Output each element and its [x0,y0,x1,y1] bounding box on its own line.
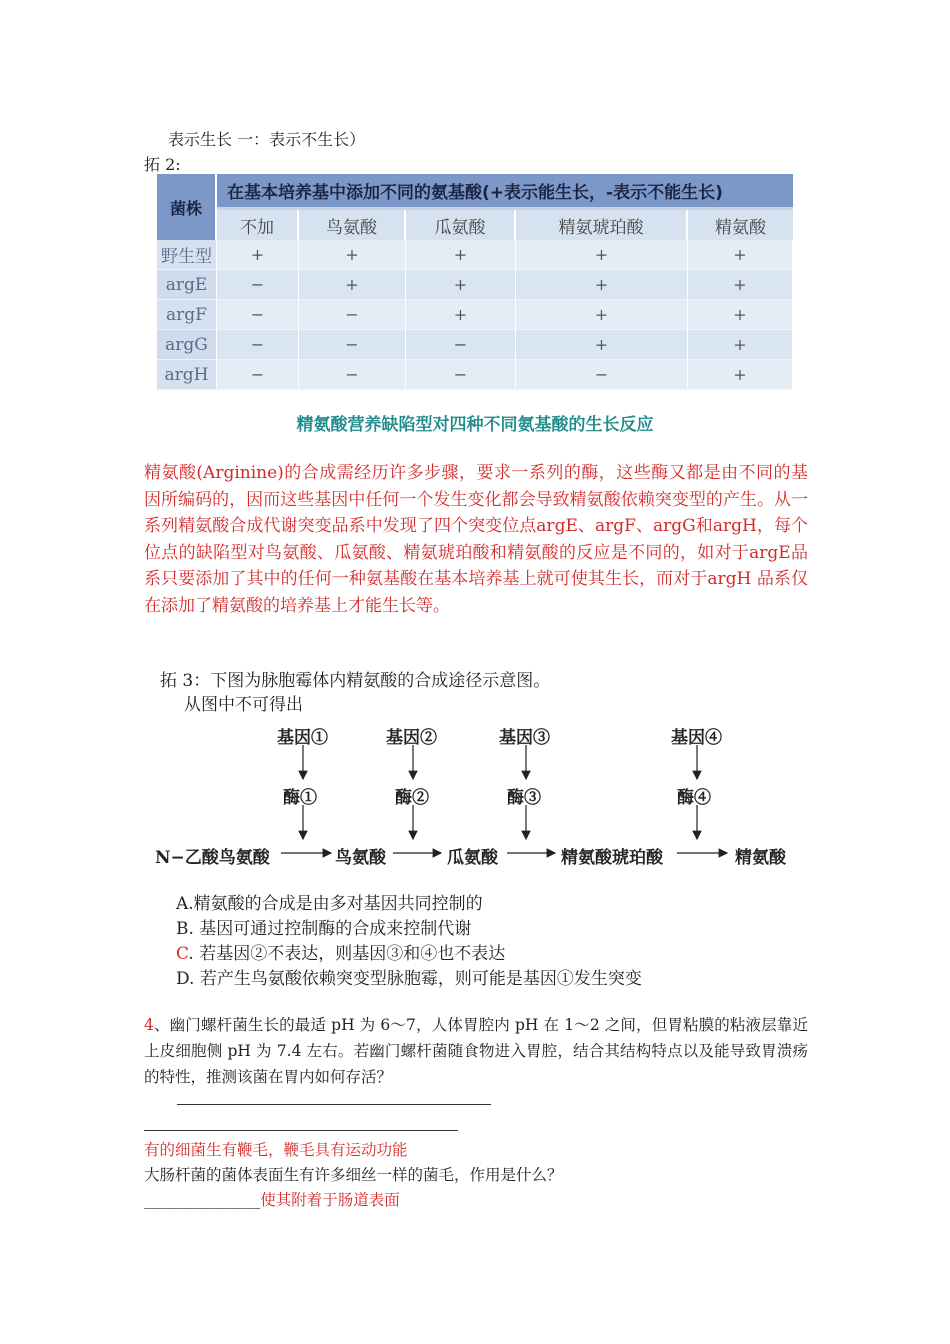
table-row [157,270,793,300]
growth-cell: + [217,240,299,270]
pathway-diagram [155,715,795,875]
growth-cell: − [217,300,299,330]
table-caption: 精氨酸营养缺陷型对四种不同氨基酸的生长反应 [296,415,654,435]
growth-cell: − [299,300,406,330]
growth-cell: − [217,330,299,360]
option-a: A.精氨酸的合成是由多对基因共同控制的 [176,894,483,914]
pili-answer: 使其附着于肠道表面 [260,1191,400,1209]
col-header: 精氨酸 [688,210,793,240]
enzyme-4: 酶④ [677,788,711,808]
growth-cell: + [516,240,688,270]
top-note: 表示生长 一：表示不生长） [168,130,366,149]
growth-cell: − [406,330,516,360]
growth-cell: + [688,330,793,360]
table-row [157,240,793,270]
table-main-header: 在基本培养基中添加不同的氨基酸(+表示能生长，-表示不能生长) [217,174,793,210]
chain-step-5: 精氨酸 [735,848,786,868]
strain-name: argH [157,360,217,390]
growth-cell: + [516,270,688,300]
col-header: 不加 [217,210,299,240]
growth-cell: + [299,270,406,300]
chain-step-4: 精氨酸琥珀酸 [561,848,663,868]
growth-cell: + [688,270,793,300]
question-4-number: 4 [144,1016,154,1034]
ext3-question: 拓 3：下图为脉胞霉体内精氨酸的合成途径示意图。 [160,671,551,691]
growth-cell: + [406,240,516,270]
growth-cell: + [516,330,688,360]
chain-step-2: 鸟氨酸 [335,848,386,868]
growth-cell: + [406,270,516,300]
answer-line-1[interactable] [177,1104,491,1105]
strain-header: 菌株 [157,174,217,240]
strain-name: argG [157,330,217,360]
table-row [157,330,793,360]
gene-2: 基因② [386,728,437,748]
growth-cell: − [217,270,299,300]
ext2-label: 拓 2: [144,155,181,174]
ext3-sub: 从图中不可得出 [184,695,303,715]
growth-cell: − [217,360,299,390]
enzyme-3: 酶③ [507,788,541,808]
gene-3: 基因③ [499,728,550,748]
growth-cell: + [688,360,793,390]
pili-blank[interactable]: _______________ [144,1191,261,1209]
answer-line-2[interactable] [144,1130,458,1131]
growth-cell: + [688,300,793,330]
enzyme-1: 酶① [283,788,317,808]
strain-name: argE [157,270,217,300]
gene-4: 基因④ [671,728,722,748]
growth-cell: − [516,360,688,390]
option-c [176,939,505,964]
growth-cell: + [406,300,516,330]
growth-cell: − [406,360,516,390]
col-header: 鸟氨酸 [299,210,406,240]
option-c-letter: C [176,944,189,964]
question-4 [144,1012,808,1090]
strain-name: 野生型 [157,240,217,270]
growth-cell: − [299,330,406,360]
question-4-text: 、幽门螺杆菌生长的最适 pH 为 6～7，人体胃腔内 pH 在 1～2 之间，但胃粘膜的粘液层靠近上皮细胞侧 pH 为 7.4 左右。若幽门螺杆菌随食物进入胃腔，结合其结构特点以及能导致胃溃疡的特性，推测该菌在胃内如何存活？ [144,1016,808,1086]
chain-step-3: 瓜氨酸 [447,848,498,868]
arginine-paragraph: 精氨酸(Arginine)的合成需经历许多步骤，要求一系列的酶，这些酶又都是由不同的基因所编码的，因而这些基因中任何一个发生变化都会导致精氨酸依赖突变型的产生。从一系列精氨酸合成代谢突变品系中发现了四个突变位点argE、argF、argG和argH，每个位点的缺陷型对鸟氨酸、瓜氨酸、精氨琥珀酸和精氨酸的反应是不同的，如对于argE品系只要添加了其中的任何一种氨基酸在基本培养基上就可使其生长，而对于argH 品系仅在添加了精氨酸的培养基上才能生长等。 [144,463,808,616]
chain-step-1: N−乙酸鸟氨酸 [155,848,270,868]
col-header: 精氨琥珀酸 [516,210,688,240]
pili-question: 大肠杆菌的菌体表面生有许多细丝一样的菌毛，作用是什么？ [144,1166,563,1184]
pili-answer-row [144,1188,400,1210]
strain-name: argF [157,300,217,330]
enzyme-2: 酶② [395,788,429,808]
col-header: 瓜氨酸 [406,210,516,240]
gene-1: 基因① [277,728,328,748]
table-row [157,360,793,390]
option-b: B. 基因可通过控制酶的合成来控制代谢 [176,919,472,939]
option-d: D. 若产生鸟氨酸依赖突变型脉胞霉，则可能是基因①发生突变 [176,969,642,989]
flagella-answer: 有的细菌生有鞭毛，鞭毛具有运动功能 [144,1141,408,1159]
growth-cell: − [299,360,406,390]
table-row [157,300,793,330]
growth-table [157,174,793,390]
growth-cell: + [299,240,406,270]
option-c-text: . 若基因②不表达，则基因③和④也不表达 [188,944,506,964]
growth-cell: + [688,240,793,270]
growth-cell: + [516,300,688,330]
